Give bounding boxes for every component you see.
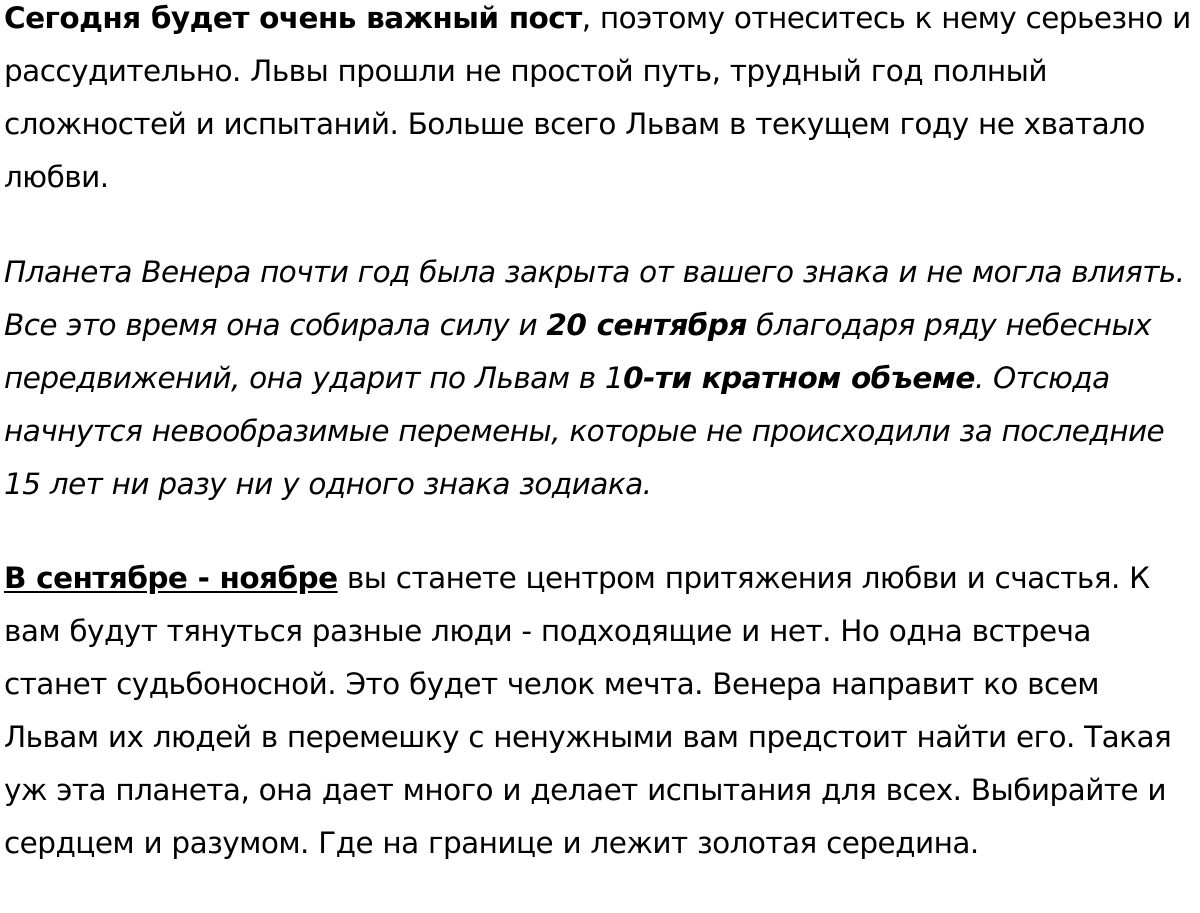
venus-date-bold: 20 сентября — [546, 308, 747, 342]
intro-text: , поэтому отнеситесь к нему серьезно и рассудительно. Львы прошли не простой путь, трудный год полный сложностей и испытаний. Больше всего Львам в текущем году не хватало любви. — [4, 1, 1191, 194]
paragraph-venus — [4, 246, 1194, 511]
venus-text-3: . Отсюда начнутся невообразимые перемены, которые не происходили за последние 15 лет ни разу ни у одного знака зодиака. — [4, 361, 1165, 501]
article-body — [4, 0, 1194, 870]
intro-lead-bold: Сегодня будет очень важный пост — [4, 1, 582, 35]
autumn-lead-bold-underlined: В сентябре - ноябре — [4, 561, 338, 595]
autumn-text: вы станете центром притяжения любви и счастья. К вам будут тянуться разные люди - подходящие и нет. Но одна встреча станет судьбоносной. Это будет челок мечта. Венера направит ко всем Львам их людей в перемешку с ненужными вам предстоит найти его. Такая уж эта планета, она дает много и делает испытания для всех. Выбирайте и сердцем и разумом. Где на границе и лежит золотая середина. — [4, 561, 1172, 860]
paragraph-autumn — [4, 552, 1194, 870]
venus-multiplier-bold: 0-ти кратном объеме — [623, 361, 975, 395]
venus-text-1: Планета Венера почти год была закрыта от вашего знака и не могла влиять. Все это время она собирала силу и — [4, 255, 1185, 342]
venus-text-2: благодаря ряду небесных передвижений, она ударит по Львам в 1 — [4, 308, 1152, 395]
paragraph-intro — [4, 0, 1194, 204]
